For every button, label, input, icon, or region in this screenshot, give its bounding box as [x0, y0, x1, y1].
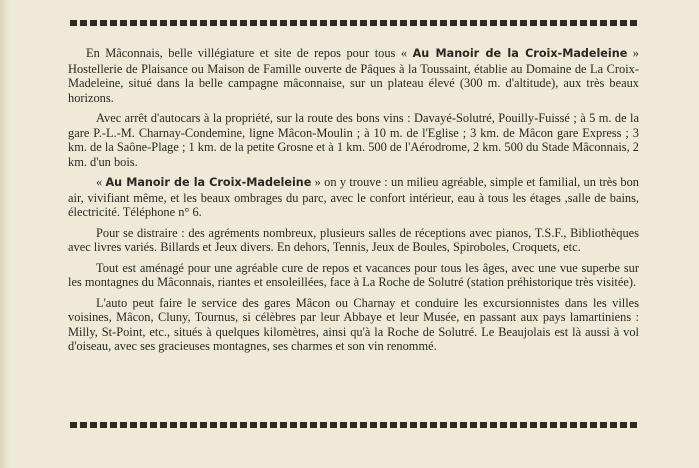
paragraph-excursions: [68, 296, 639, 354]
top-dashed-rule: [70, 20, 638, 26]
paragraph-leisure: [68, 226, 639, 255]
paragraph-stay: [68, 261, 639, 290]
card-edge: [0, 0, 10, 468]
text-run: L'auto peut faire le service des gares Mâcon ou Charnay et conduire les excursionnistes dans les villes voisines, Mâcon, Cluny, Tournus, si célèbres par leur Abbaye et leur Musée, en passant aux pays lamartiniens : Milly, St-Point, etc., situés à quelques kilomètres, ainsi qu'à la Roche de Solutré. Le Beaujolais est là aussi à vol d'oiseau, avec ses gracieuses montagnes, ses charmes et son vin renommé.: [68, 295, 639, 353]
paragraph-amenities: [68, 175, 639, 220]
text-run: Pour se distraire : des agréments nombreux, plusieurs salles de réceptions avec pianos, T.S.F., Bibliothèques avec livres variés. Billards et Jeux divers. En dehors, Tennis, Jeux de Boules, Spiroboles, Croquets, etc.: [68, 225, 639, 254]
text-run: Avec arrêt d'autocars à la propriété, sur la route des bons vins : Davayé-Solutré, Pouilly-Fuissé ; à 5 m. de la gare P.-L.-M. Charnay-Condemine, ligne Mâcon-Moulin ; à 10 m. de l'Eglise ; 3 km. de Mâcon gare Express ; 3 km. de la Saône-Plage ; 1 km. de la petite Grosne et à 1 km. 500 de l'Aérodrome, 2 km. 500 du Stade Mâconnais, 2 km. d'un bois.: [68, 111, 639, 169]
paragraph-access: [68, 111, 639, 169]
text-run: Tout est aménagé pour une agréable cure de repos et vacances pour tous les âges, avec une vue superbe sur les montagnes du Mâconnais, riantes et ensoleillées, face à La Roche de Solutré (station préhistorique très visitée).: [68, 260, 639, 289]
text-run: » Hostellerie de Plaisance ou Maison de Famille ouverte de Pâques à la Toussaint, établie au Domaine de La Croix-Madeleine, situé dans la belle campagne mâconnaise, sur un plateau élevé (300 m. d'altitude), aux très beaux horizons.: [68, 46, 640, 105]
bottom-dashed-rule: [70, 422, 638, 428]
manoir-name: Au Manoir de la Croix-Madeleine: [412, 47, 628, 60]
paragraph-intro: [68, 46, 639, 105]
text-run: » on y trouve : un milieu agréable, simple et familial, un très bon air, vivifiant même, et les beaux ombrages du parc, avec le confort intérieur, eau à tous les étages ,salle de bains, électricité. Téléphone n° 6.: [68, 175, 640, 219]
manoir-name: Au Manoir de la Croix-Madeleine: [105, 176, 312, 189]
text-run: En Mâconnais, belle villégiature et site de repos pour tous «: [86, 46, 413, 60]
text-run: «: [96, 175, 106, 189]
description-text: [68, 46, 639, 360]
